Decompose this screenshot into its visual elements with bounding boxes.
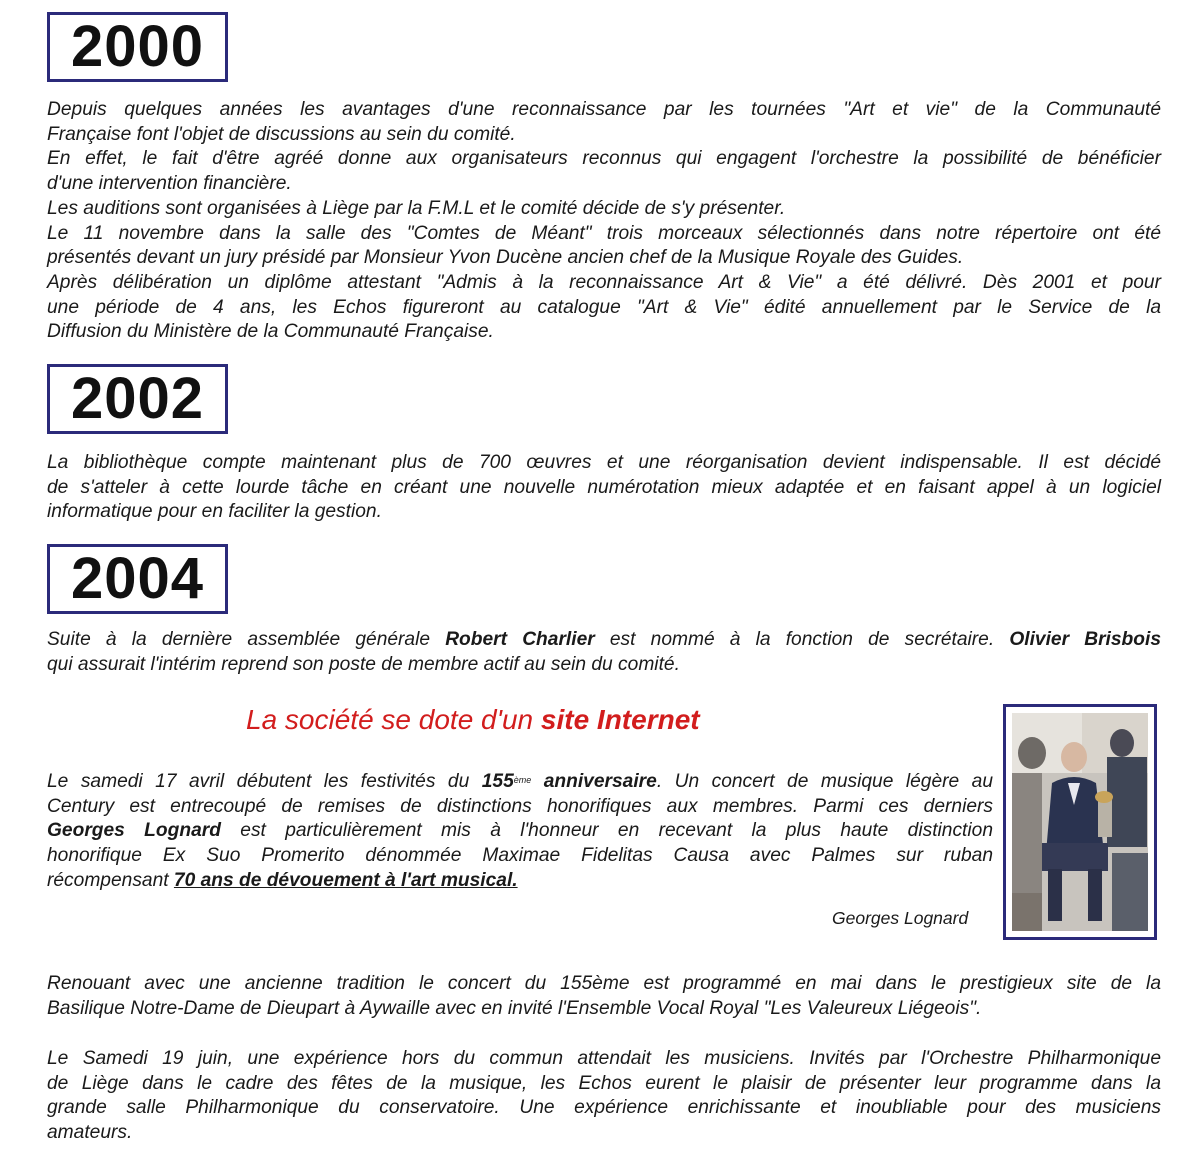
text-line: Le Samedi 19 juin, une expérience hors du commun attendait les musiciens. Invités par l'Orchestre Philharmonique (47, 1048, 1161, 1069)
photo-georges-lognard (1003, 704, 1157, 940)
year-heading-2002 (47, 364, 228, 434)
person-name: Robert Charlier (445, 629, 595, 650)
photo-caption: Georges Lognard (832, 908, 969, 928)
text-line: Suite à la dernière assemblée générale Robert Charlier est nommé à la fonction de secrétaire. Olivier Brisbois (47, 629, 1162, 650)
text-line: Century est entrecoupé de remises de distinctions honorifiques aux membres. Parmi ces derniers (47, 795, 993, 817)
text-line: récompensant 70 ans de dévouement à l'art musical. (47, 869, 518, 891)
year-heading-2000 (47, 12, 228, 82)
paragraph-2002 (47, 451, 1161, 525)
text-line: Basilique Notre-Dame de Dieupart à Aywaille avec en invité l'Ensemble Vocal Royal "Les Valeureux Liégeois". (47, 997, 982, 1019)
paragraph-concert-dieupart (47, 972, 1161, 1021)
text-line: Georges Lognard est particulièrement mis à l'honneur en recevant la plus haute distinction (47, 820, 993, 842)
text-line: présentés devant un jury présidé par Monsieur Yvon Ducène ancien chef de la Musique Royale des Guides. (47, 247, 964, 269)
text-line: La bibliothèque compte maintenant plus de 700 œuvres et une réorganisation devient indispensable. Il est décidé (47, 452, 1161, 473)
person-name: Georges Lognard (47, 820, 221, 842)
text-line: une période de 4 ans, les Echos figureront au catalogue "Art & Vie" édité annuellement par le Service de la (47, 296, 1161, 318)
text-line: En effet, le fait d'être agréé donne aux organisateurs reconnus qui engagent l'orchestre la possibilité de bénéficier (47, 148, 1161, 170)
text-line: informatique pour en faciliter la gestion. (47, 501, 382, 523)
text-line: honorifique Ex Suo Promerito dénommée Maximae Fidelitas Causa avec Palmes sur ruban (47, 845, 993, 867)
website-headline: La société se dote d'un site Internet (246, 704, 700, 735)
text-line: Les auditions sont organisées à Liège par la F.M.L et le comité décide de s'y présenter. (47, 197, 786, 219)
text-line: Après délibération un diplôme attestant "Admis à la reconnaissance Art & Vie" a été délivré. Dès 2001 et pour (47, 271, 1161, 293)
text-line: Depuis quelques années les avantages d'une reconnaissance par les tournées "Art et vie" de la Communauté (47, 99, 1161, 120)
person-name: Olivier Brisbois (1009, 629, 1162, 650)
photo-image (1012, 713, 1148, 931)
year-heading-2004 (47, 544, 228, 614)
text-line: Diffusion du Ministère de la Communauté Française. (47, 321, 494, 343)
text-line: Le samedi 17 avril débutent les festivités du 155ème anniversaire. Un concert de musique légère au (47, 771, 993, 792)
paragraph-anniversary (47, 770, 993, 894)
text-line: de s'atteler à cette lourde tâche en créant une nouvelle numérotation mieux adaptée et en faisant appel à un logiciel (47, 476, 1161, 498)
text-line: Renouant avec une ancienne tradition le concert du 155ème est programmé en mai dans le prestigieux site de la (47, 973, 1161, 994)
paragraph-2000 (47, 98, 1161, 345)
text-line: d'une intervention financière. (47, 173, 292, 195)
year-label: 2002 (70, 366, 205, 431)
paragraph-2004-secretary (47, 628, 1161, 677)
text-line: Le 11 novembre dans la salle des "Comtes de Méant" trois morceaux sélectionnés dans notre répertoire ont été (47, 222, 1161, 244)
paragraph-philharmonie (47, 1047, 1161, 1146)
text-line: amateurs. (47, 1122, 133, 1144)
text-line: qui assurait l'intérim reprend son poste de membre actif au sein du comité. (47, 653, 680, 675)
year-label: 2000 (70, 14, 205, 79)
text-line: Française font l'objet de discussions au sein du comité. (47, 123, 516, 145)
text-line: grande salle Philharmonique du conservatoire. Une expérience enrichissante et inoubliable pour des musiciens (47, 1097, 1161, 1119)
year-label: 2004 (70, 546, 205, 611)
text-line: de Liège dans le cadre des fêtes de la musique, les Echos eurent le plaisir de présenter leur programme dans la (47, 1072, 1161, 1094)
